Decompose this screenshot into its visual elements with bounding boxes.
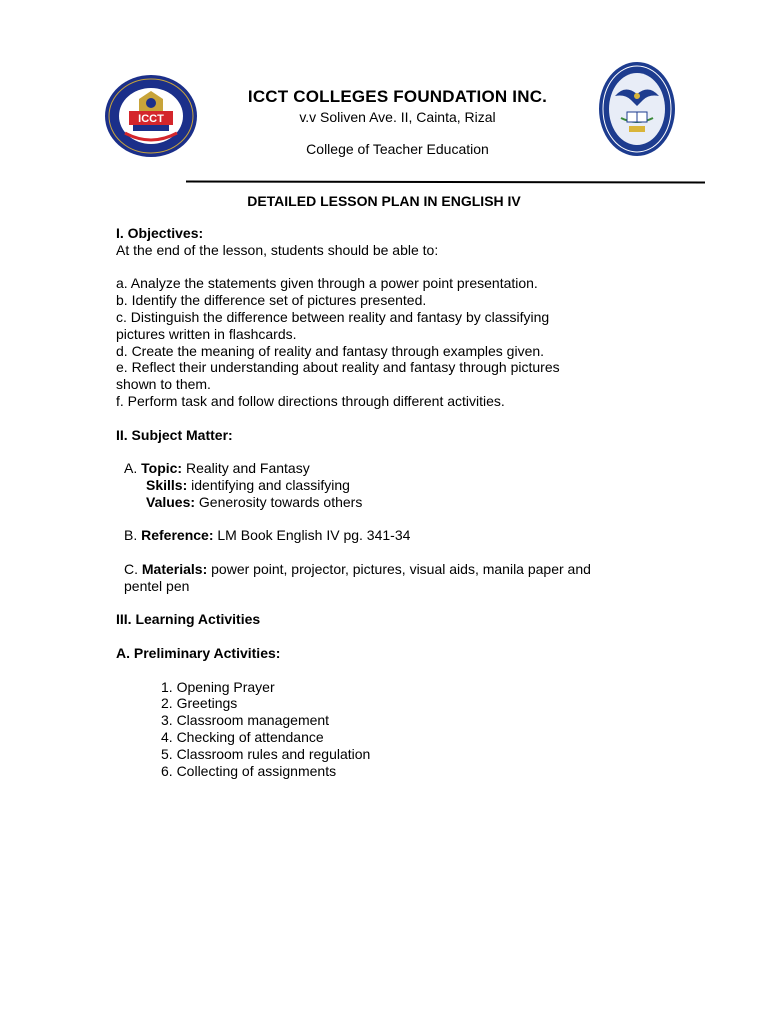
- institution-name: ICCT COLLEGES FOUNDATION INC.: [247, 87, 548, 106]
- activity-item: 2. Greetings: [161, 695, 238, 712]
- svg-text:ICCT: ICCT: [138, 113, 164, 125]
- objective-item: e. Reflect their understanding about reality and fantasy through pictures: [116, 359, 560, 376]
- objective-item: a. Analyze the statements given through a power point presentation.: [116, 275, 538, 292]
- learning-activities-heading: III. Learning Activities: [116, 611, 261, 628]
- header-divider: [186, 181, 705, 184]
- topic-line: A. Topic: Reality and Fantasy: [124, 460, 310, 477]
- objective-item: b. Identify the difference set of pictures presented.: [116, 292, 427, 309]
- objective-item: f. Perform task and follow directions through different activities.: [116, 392, 505, 409]
- objective-item: c. Distinguish the difference between reality and fantasy by classifying: [116, 308, 550, 325]
- college-name: College of Teacher Education: [306, 141, 489, 157]
- icct-logo: [103, 73, 199, 159]
- activity-item: 6. Collecting of assignments: [161, 762, 337, 779]
- document-body: [116, 225, 656, 779]
- objectives-heading: I. Objectives:: [116, 225, 204, 241]
- materials-line: C. Materials: power point, projector, pictures, visual aids, manila paper and: [124, 560, 591, 577]
- activity-item: 4. Checking of attendance: [161, 728, 324, 745]
- activity-item: 1. Opening Prayer: [161, 678, 275, 695]
- materials-line-cont: pentel pen: [124, 577, 190, 594]
- objective-item: shown to them.: [116, 376, 211, 393]
- subject-matter-heading: II. Subject Matter:: [116, 426, 233, 443]
- institution-address: v.v Soliven Ave. II, Cainta, Rizal: [299, 109, 496, 125]
- objectives-intro: At the end of the lesson, students should be able to:: [116, 241, 439, 258]
- document-title: DETAILED LESSON PLAN IN ENGLISH IV: [247, 193, 521, 209]
- reference-line: B. Reference: LM Book English IV pg. 341-34: [124, 527, 411, 544]
- values-line: Values: Generosity towards others: [146, 493, 363, 510]
- activity-item: 3. Classroom management: [161, 712, 330, 729]
- teacher-education-logo: [597, 60, 677, 158]
- skills-line: Skills: identifying and classifying: [146, 476, 350, 493]
- objective-item: pictures written in flashcards.: [116, 325, 297, 342]
- activity-item: 5. Classroom rules and regulation: [161, 745, 371, 762]
- objective-item: d. Create the meaning of reality and fantasy through examples given.: [116, 342, 545, 359]
- preliminary-activities-heading: A. Preliminary Activities:: [116, 644, 281, 661]
